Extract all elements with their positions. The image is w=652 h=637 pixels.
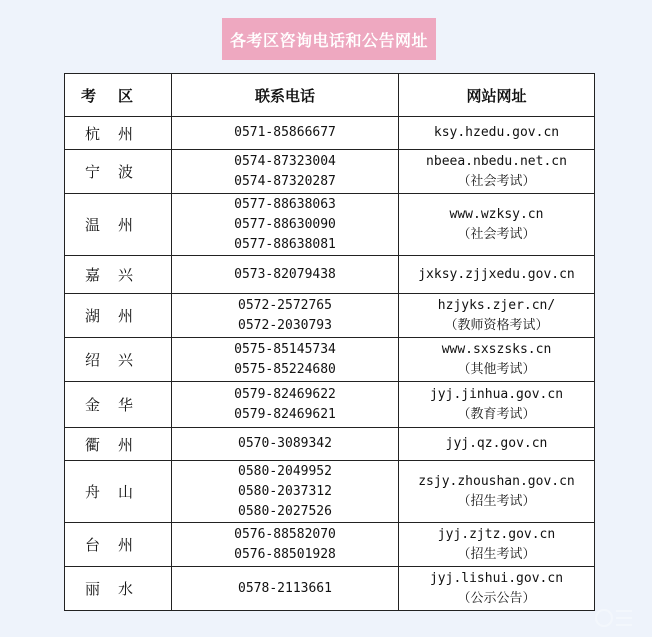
phone-number: 0575-85145734 xyxy=(234,341,336,357)
phone-cell xyxy=(172,461,399,523)
page-title: 各考区咨询电话和公告网址 xyxy=(229,30,428,50)
table-row xyxy=(65,382,595,428)
phone-number: 0579-82469622 xyxy=(234,386,336,402)
table-row xyxy=(65,567,595,611)
phone-cell xyxy=(172,194,399,256)
phone-cell xyxy=(172,567,399,611)
site-cell xyxy=(399,150,595,194)
phone-number: 0570-3089342 xyxy=(238,436,332,451)
phone-cell xyxy=(172,382,399,428)
site-note: （教育考试） xyxy=(457,406,536,422)
phone-number: 0577-88630090 xyxy=(234,216,336,232)
phone-number: 0575-85224680 xyxy=(234,361,336,377)
table-row xyxy=(65,294,595,338)
site-url[interactable]: jxksy.zjjxedu.gov.cn xyxy=(418,266,575,282)
site-note: （社会考试） xyxy=(457,173,536,189)
table-row xyxy=(65,256,595,294)
site-note: （社会考试） xyxy=(457,226,536,242)
phone-cell xyxy=(172,294,399,338)
site-note: （公示公告） xyxy=(457,590,536,606)
site-cell xyxy=(399,194,595,256)
table-row xyxy=(65,194,595,256)
phone-number: 0574-87323004 xyxy=(234,153,336,169)
contact-table xyxy=(64,73,595,611)
phone-number: 0580-2027526 xyxy=(238,503,332,519)
phone-cell xyxy=(172,117,399,150)
region-cell: 湖州 xyxy=(65,294,172,338)
site-url[interactable]: hzjyks.zjer.cn/ xyxy=(437,297,556,313)
region-cell: 丽水 xyxy=(65,567,172,611)
region-cell: 温州 xyxy=(65,194,172,256)
phone-number: 0572-2572765 xyxy=(238,297,332,313)
table-row xyxy=(65,117,595,150)
phone-number: 0580-2049952 xyxy=(238,463,332,479)
table-header-row xyxy=(65,74,595,117)
region-cell: 绍兴 xyxy=(65,338,172,382)
site-cell xyxy=(399,382,595,428)
site-url[interactable]: ksy.hzedu.gov.cn xyxy=(433,125,560,140)
site-cell xyxy=(399,567,595,611)
header-site: 网站网址 xyxy=(399,74,595,117)
phone-cell xyxy=(172,150,399,194)
phone-number: 0579-82469621 xyxy=(234,406,336,422)
site-cell xyxy=(399,256,595,294)
site-url[interactable]: jyj.jinhua.gov.cn xyxy=(429,386,564,402)
page-title-banner xyxy=(222,18,436,60)
phone-number: 0577-88638081 xyxy=(234,236,336,252)
region-cell: 舟山 xyxy=(65,461,172,523)
site-url[interactable]: nbeea.nbedu.net.cn xyxy=(426,153,567,169)
table-row xyxy=(65,150,595,194)
header-region: 考区 xyxy=(65,74,172,117)
site-cell xyxy=(399,461,595,523)
site-note: （教师资格考试） xyxy=(444,317,549,333)
site-url[interactable]: www.wzksy.cn xyxy=(449,206,544,222)
site-url[interactable]: jyj.lishui.gov.cn xyxy=(429,570,564,586)
region-cell: 宁波 xyxy=(65,150,172,194)
phone-number: 0573-82079438 xyxy=(234,266,336,282)
phone-cell xyxy=(172,256,399,294)
region-cell: 嘉兴 xyxy=(65,256,172,294)
site-cell xyxy=(399,338,595,382)
site-cell xyxy=(399,428,595,461)
phone-number: 0577-88638063 xyxy=(234,196,336,212)
site-url[interactable]: jyj.zjtz.gov.cn xyxy=(437,526,556,542)
phone-number: 0580-2037312 xyxy=(238,483,332,499)
phone-number: 0572-2030793 xyxy=(238,317,332,333)
table-row xyxy=(65,338,595,382)
phone-number: 0576-88582070 xyxy=(234,526,336,542)
phone-cell xyxy=(172,428,399,461)
phone-number: 0578-2113661 xyxy=(238,580,332,596)
table-row xyxy=(65,428,595,461)
site-cell xyxy=(399,117,595,150)
region-cell: 衢州 xyxy=(65,428,172,461)
phone-number: 0574-87320287 xyxy=(234,173,336,189)
site-url[interactable]: jyj.qz.gov.cn xyxy=(445,436,548,451)
table-row xyxy=(65,523,595,567)
site-note: （招生考试） xyxy=(457,493,536,509)
phone-cell xyxy=(172,523,399,567)
site-url[interactable]: www.sxszsks.cn xyxy=(441,341,552,357)
site-cell xyxy=(399,294,595,338)
table-row xyxy=(65,461,595,523)
site-url[interactable]: zsjy.zhoushan.gov.cn xyxy=(418,473,575,489)
site-cell xyxy=(399,523,595,567)
phone-number: 0571-85866677 xyxy=(234,125,336,140)
site-note: （其他考试） xyxy=(457,361,536,377)
region-cell: 杭州 xyxy=(65,117,172,150)
header-phone: 联系电话 xyxy=(172,74,399,117)
watermark-logo xyxy=(592,603,638,633)
site-note: （招生考试） xyxy=(457,546,536,562)
phone-cell xyxy=(172,338,399,382)
region-cell: 台州 xyxy=(65,523,172,567)
phone-number: 0576-88501928 xyxy=(234,546,336,562)
region-cell: 金华 xyxy=(65,382,172,428)
